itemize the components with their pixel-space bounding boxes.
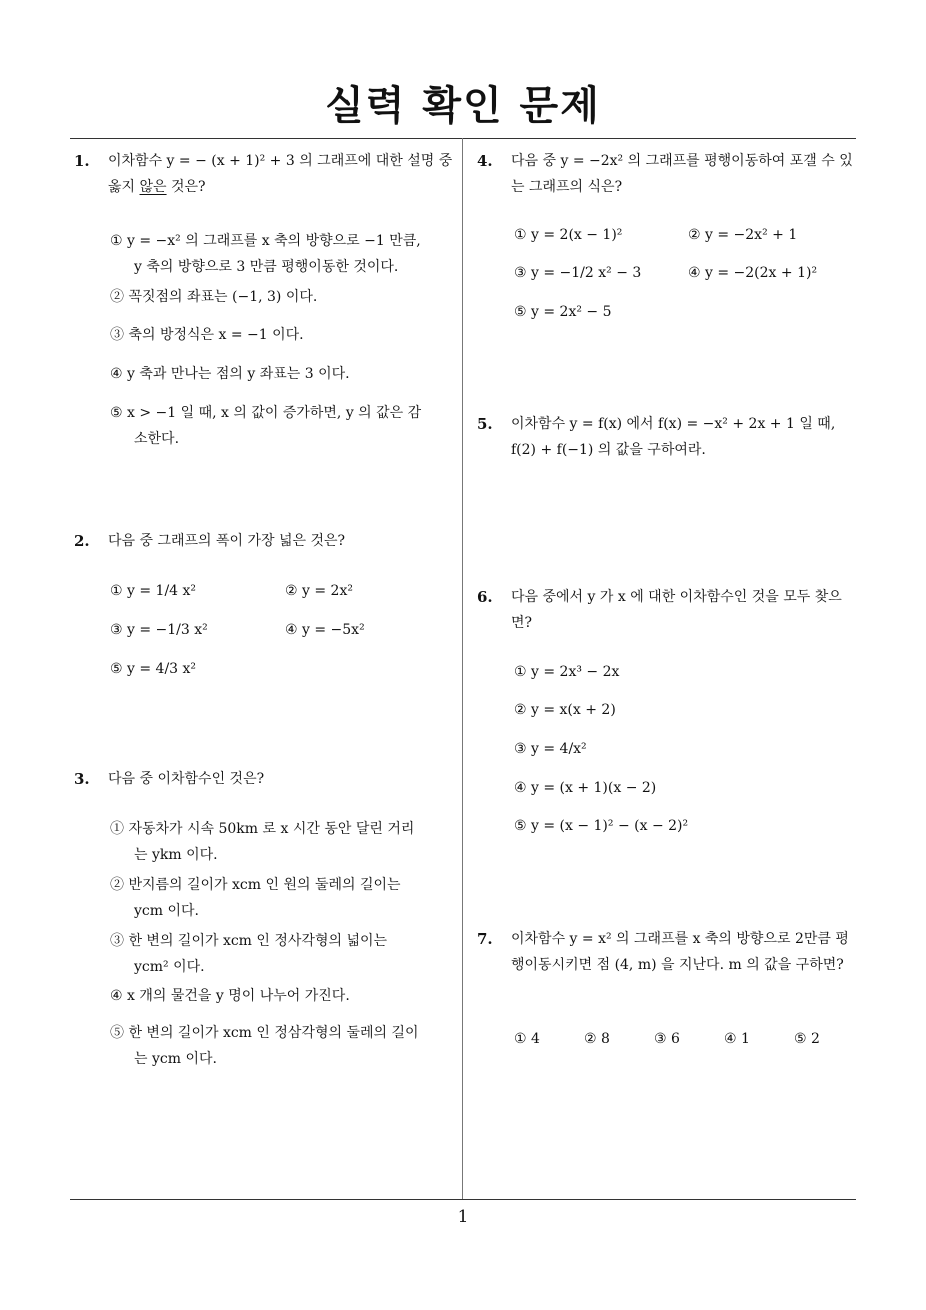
option-1[interactable]: ① y = 2x³ − 2x	[514, 664, 620, 680]
option-1[interactable]: ① y = −x² 의 그래프를 x 축의 방향으로 −1 만큼, y 축의 방향으로 3 만큼 평행이동한 것이다.	[110, 233, 421, 275]
option-3[interactable]: ③ y = 4/x²	[514, 741, 587, 757]
option-1[interactable]: ① 4	[514, 1031, 540, 1047]
page-number: 1	[457, 1207, 469, 1227]
option-2[interactable]: ② y = −2x² + 1	[688, 227, 798, 243]
option-3[interactable]: ③ 축의 방정식은 x = −1 이다.	[110, 327, 304, 343]
question-7	[477, 926, 857, 978]
option-4[interactable]: ④ y = −5x²	[285, 622, 365, 638]
option-3[interactable]: ③ 6	[654, 1031, 680, 1047]
option-5[interactable]: ⑤ 2	[794, 1031, 820, 1047]
question-text: 다음 중 그래프의 폭이 가장 넓은 것은?	[108, 533, 346, 549]
option-3[interactable]: ③ y = −1/2 x² − 3	[514, 265, 642, 281]
emphasis-underline: 않은	[139, 179, 167, 195]
option-1[interactable]: ① y = 1/4 x²	[110, 583, 197, 599]
option-2[interactable]: ② y = x(x + 2)	[514, 702, 616, 718]
option-3[interactable]: ③ y = −1/3 x²	[110, 622, 208, 638]
question-number: 6.	[477, 588, 493, 606]
option-2[interactable]: ② 반지름의 길이가 xcm 인 원의 둘레의 길이는 ycm 이다.	[110, 877, 401, 919]
option-3[interactable]: ③ 한 변의 길이가 xcm 인 정사각형의 넓이는 ycm² 이다.	[110, 933, 388, 975]
page-title: 실력 확인 문제	[325, 83, 601, 129]
question-text: 이차함수 y = − (x + 1)² + 3 의 그래프에 대한 설명 중 옳지 않은 것은?	[108, 153, 453, 195]
question-number: 1.	[74, 152, 90, 170]
option-4[interactable]: ④ y 축과 만나는 점의 y 좌표는 3 이다.	[110, 366, 350, 382]
question-text: 다음 중 y = −2x² 의 그래프를 평행이동하여 포갤 수 있는 그래프의 식은?	[511, 153, 853, 195]
question-number: 7.	[477, 930, 493, 948]
question-text: 다음 중에서 y 가 x 에 대한 이차함수인 것을 모두 찾으면?	[511, 589, 842, 631]
question-number: 5.	[477, 415, 493, 433]
option-2[interactable]: ② 8	[584, 1031, 610, 1047]
question-text: 다음 중 이차함수인 것은?	[108, 771, 265, 787]
option-5[interactable]: ⑤ x > −1 일 때, x 의 값이 증가하면, y 의 값은 감소한다.	[110, 405, 422, 447]
question-5	[477, 411, 857, 463]
option-4[interactable]: ④ y = (x + 1)(x − 2)	[514, 780, 657, 796]
option-2[interactable]: ② 꼭짓점의 좌표는 (−1, 3) 이다.	[110, 289, 318, 305]
option-4[interactable]: ④ 1	[724, 1031, 750, 1047]
option-1[interactable]: ① 자동차가 시속 50km 로 x 시간 동안 달린 거리는 ykm 이다.	[110, 821, 415, 863]
question-number: 3.	[74, 770, 90, 788]
option-4[interactable]: ④ x 개의 물건을 y 명이 나누어 가진다.	[110, 988, 350, 1004]
column-divider	[462, 138, 463, 1200]
option-4[interactable]: ④ y = −2(2x + 1)²	[688, 265, 818, 281]
option-5[interactable]: ⑤ y = 4/3 x²	[110, 661, 197, 677]
question-1	[74, 148, 454, 200]
question-6	[477, 584, 857, 636]
option-5[interactable]: ⑤ y = 2x² − 5	[514, 304, 612, 320]
top-rule	[70, 138, 856, 139]
question-4	[477, 148, 857, 200]
option-5[interactable]: ⑤ 한 변의 길이가 xcm 인 정삼각형의 둘레의 길이는 ycm 이다.	[110, 1025, 419, 1067]
bottom-rule	[70, 1199, 856, 1200]
question-2	[74, 528, 454, 554]
option-1[interactable]: ① y = 2(x − 1)²	[514, 227, 623, 243]
question-3	[74, 766, 454, 792]
question-text: 이차함수 y = f(x) 에서 f(x) = −x² + 2x + 1 일 때, f(2) + f(−1) 의 값을 구하여라.	[511, 416, 836, 458]
question-number: 2.	[74, 532, 90, 550]
question-text: 이차함수 y = x² 의 그래프를 x 축의 방향으로 2만큼 평행이동시키면 점 (4, m) 을 지난다. m 의 값을 구하면?	[511, 931, 849, 973]
option-2[interactable]: ② y = 2x²	[285, 583, 353, 599]
option-5[interactable]: ⑤ y = (x − 1)² − (x − 2)²	[514, 818, 689, 834]
question-number: 4.	[477, 152, 493, 170]
